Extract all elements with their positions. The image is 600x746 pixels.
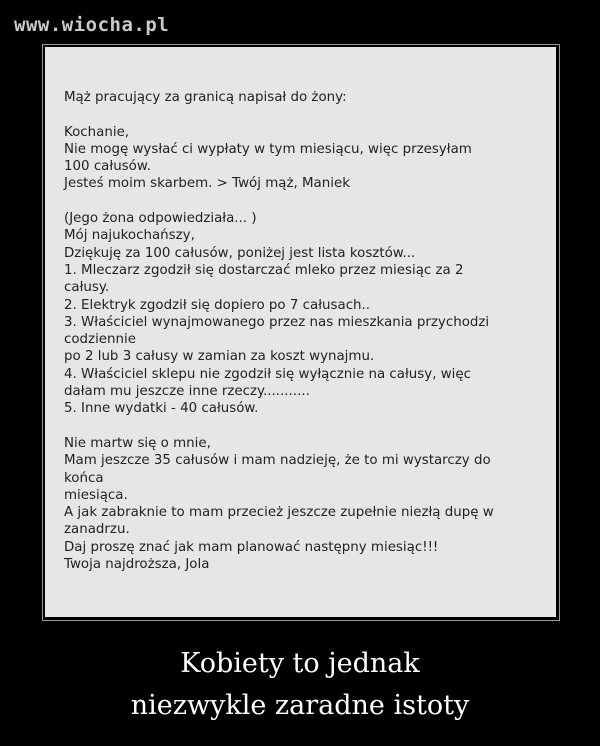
letter-panel [45,47,556,617]
watermark: www.wiocha.pl [14,14,170,36]
caption-line-2: niezwykle zaradne istoty [130,690,470,721]
caption-line-1: Kobiety to jednak [180,648,420,679]
letter-text: Mąż pracujący za granicą napisał do żony: Kochanie, Nie mogę wysłać ci wypłaty w tym miesiącu, więc przesyłam 100 całusów. Jesteś moim skarbem. > Twój mąż, Maniek (Jego żona odpowiedziała... ) Mój najukochańszy, Dziękuję za 100 całusów, poniżej jest lista kosztów... 1. Mleczarz zgodził się dostarczać mleko przez miesiąc za 2 całusy. 2. Elektryk zgodził się dopiero po 7 całusach.. 3. Właściciel wynajmowanego przez nas mieszkania przychodzi codziennie po 2 lub 3 całusy w zamian za koszt wynajmu. 4. Właściciel sklepu nie zgodził się wyłącznie na całusy, więc dałam mu jeszcze inne rzeczy........... 5. Inne wydatki - 40 całusów. Nie martw się o mnie, Mam jeszcze 35 całusów i mam nadzieję, że to mi wystarczy do końca miesiąca. A jak zabraknie to mam przecież jeszcze zupełnie niezłą dupę w zanadrzu. Daj proszę znać jak mam planować następny miesiąc!!! Twoja najdroższa, Jola [64,90,494,573]
